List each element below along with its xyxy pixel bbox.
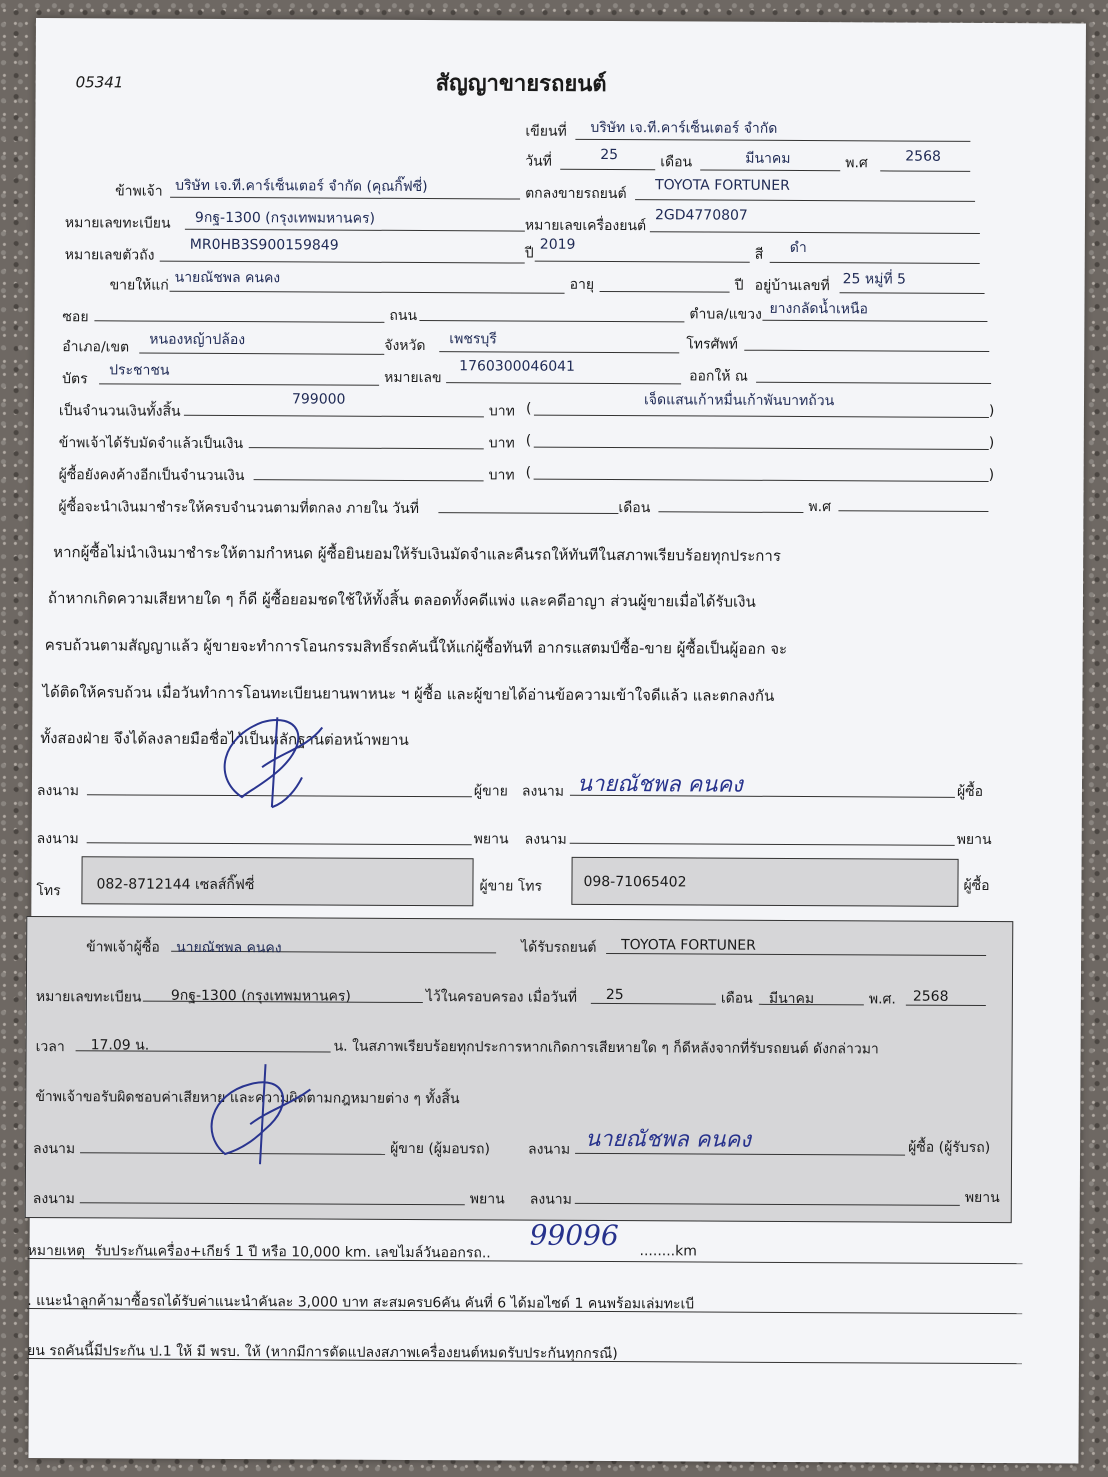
notes-line-2: . แนะนำลูกค้ามาซื้อรถได้รับค่าแนะนำคันละ 3,000 บาท สะสมครบ6คัน คันที่ 6 ได้มอไซด์ 1 คนพร้อมเล่มทะเบี	[27, 1292, 695, 1313]
receipt-time-suffix: น. ในสภาพเรียบร้อยทุกประการหากเกิดการเสียหายใด ๆ ก็ดีหลังจากที่รับรถยนต์ ดังกล่าวมา	[333, 1038, 879, 1058]
sell-to-label: ขายให้แก่	[109, 277, 169, 294]
receipt-year-label: พ.ศ.	[868, 991, 896, 1008]
day-value: 25	[600, 146, 619, 164]
car-value: TOYOTA FORTUNER	[655, 177, 790, 194]
reg-label: หมายเลขทะเบียน	[64, 215, 171, 232]
color-value: ดำ	[789, 239, 807, 257]
receipt-seller-signature	[195, 1059, 336, 1170]
amount-text-value: เจ็ดแสนเก้าหมื่นเก้าพันบาทถ้วน	[643, 392, 835, 410]
receipt-month-label: เดือน	[720, 990, 753, 1007]
notes-line-3: ยน รถคันนี้มีประกัน ป.1 ให้ มี พรบ. ให้ (หากมีการดัดแปลงสภาพเครื่องยนต์หมดรับประกันทุกกรณี)	[26, 1342, 618, 1363]
reg-value: 9กฐ-1300 (กรุงเทพมหานคร)	[194, 209, 376, 227]
receipt-buyer-caption: ผู้ซื้อ (ผู้รับรถ)	[908, 1139, 991, 1157]
age-label: อายุ	[569, 276, 595, 293]
witness-caption-2: พยาน	[956, 831, 992, 849]
subdistrict-value: ยางกลัดน้ำเหนือ	[769, 300, 869, 318]
color-label: สี	[754, 246, 764, 263]
remaining-baht-label: บาท	[488, 467, 515, 484]
body-line-1: หากผู้ซื้อไม่นำเงินมาชำระให้ตามกำหนด ผู้ซื้อยินยอมให้รับเงินมัดจำและคืนรถให้ทันทีในสภาพเรียบร้อยทุกประการ	[53, 543, 781, 565]
house-no-value: 25 หมู่ที่ 5	[842, 271, 906, 288]
written-at-value: บริษัท เจ.ที.คาร์เซ็นเตอร์ จำกัด	[590, 119, 778, 137]
seller-value: บริษัท เจ.ที.คาร์เซ็นเตอร์ จำกัด (คุณกิ๊ฟซี่)	[175, 177, 428, 196]
total-baht-label: บาท	[488, 403, 515, 420]
sign-label-witness-2: ลงนาม	[524, 831, 567, 848]
witness-caption-1: พยาน	[473, 831, 509, 848]
sign-label-witness-1: ลงนาม	[36, 831, 79, 848]
i-label: ข้าพเจ้า	[115, 183, 163, 200]
agree-sell-label: ตกลงขายรถยนต์	[525, 185, 627, 203]
deposit-label: ข้าพเจ้าได้รับมัดจำแล้วเป็นเงิน	[58, 435, 244, 453]
receipt-buyer-value: นายณัชพล คนคง	[176, 939, 282, 957]
body-line-2: ถ้าหากเกิดความเสียหายใด ๆ ก็ดี ผู้ซื้อยอมชดใช้ให้ทั้งสิ้น ตลอดทั้งคดีแพ่ง และคดีอาญา ส่วนผู้ขายเมื่อได้รับเงิน	[47, 589, 756, 611]
contract-paper: 05341 สัญญาขายรถยนต์ เขียนที่ บริษัท เจ.ที.คาร์เซ็นเตอร์ จำกัด วันที่ 25 เดือน มีนาคม พ.ศ 2568 ข้าพเจ้า บริษัท เจ.ที.คาร์เซ็นเตอร์ จำกัด (คุณกิ๊ฟซี่) ตกลงขายรถยนต์ TOYOTA FORTUNER หมายเลขทะเบียน 9กฐ-1300 (กรุงเทพมหานคร) หมายเลขเครื่องยนต์ 2GD4770807 หมายเลขตัวถัง MR0HB3S900159849 ปี 2019 สี ดำ ขายให้แก่ นายณัชพล คนคง อายุ ปี อยู่บ้านเลขที่ 25 หมู่ที่ 5 ซอย ถนน ตำบล/แขวง ยางกลัดน้ำเหนือ อำเภอ/เขต หนองหญ้าปล้อง จังหวัด เพชรบุรี โทรศัพท์ บัตร ประชาชน หมายเลข 1760300046041 ออกให้ ณ เป็นจำนวนเงินทั้งสิ้น 799000 บาท ( เจ็ดแสนเก้าหมื่นเก้าพันบาทถ้วน ) ข้าพเจ้าได้รับมัดจำแล้วเป็นเงิน บาท ( ) ผู้ซื้อยังคงค้างอีกเป็นจำนวนเงิน บาท ( ) ผู้ซื้อจะนำเงินมาชำระให้ครบจำนวนตามที่ตกลง ภายใน วันที่ เดือน พ.ศ หากผู้ซื้อไม่นำเงินมาชำระให้ตามกำหนด ผู้ซื้อยินยอมให้รับเงินมัดจำและคืนรถให้ทันทีในสภาพเรียบร้อยทุกประการ ถ้าหากเกิดความเสียหายใด ๆ ก็ดี ผู้ซื้อยอมชดใช้ให้ทั้งสิ้น ตลอดทั้งคดีแพ่ง และคดีอาญา ส่วนผู้ขายเมื่อได้รับเงิน ครบถ้วนตามสัญญาแล้ว ผู้ขายจะทำการโอนกรรมสิทธิ์รถคันนี้ให้แก่ผู้ซื้อทันที อากรแสตมป์ซื้อ-ขาย ผู้ซื้อเป็นผู้ออก จะ ได้ติดให้ครบถ้วน เมื่อวันทำการโอนทะเบียนยานพาหนะ ฯ ผู้ซื้อ และผู้ขายได้อ่านข้อความเข้าใจดีแล้ว และตกลงกัน ทั้งสองฝ่าย จึงได้ลงลายมือชื่อไว้เป็นหลักฐานต่อหน้าพยาน ลงนาม ผู้ขาย ลงนาม นายณัชพล คนคง ผู้ซื้อ ลงนาม พยาน ลงนาม พยาน โทร 082-8712144 เซลส์กิ๊ฟซี่ ผู้ขาย โทร 098-71065402 ผู้ซื้อ ข้าพเจ้าผู้ซื้อ นายณัชพล คนคง ได้รับรถยนต์ TOYOTA FORTUNER หมายเลขทะเบียน 9กฐ-1300 (กรุงเทพมหานคร) ไว้ในครอบครอง เมื่อวันที่ 25 เดือน มีนาคม พ.ศ. 2568 เวลา 17.09 น. น. ในสภาพเรียบร้อยทุกประการหากเกิดการเสียหายใด ๆ ก็ดีหลังจากที่รับรถยนต์ ดังกล่าวมา ข้าพเจ้าขอรับผิดชอบค่าเสียหาย และความผิดตามกฎหมายต่าง ๆ ทั้งสิ้น ลงนาม ผู้ขาย (ผู้มอบรถ) ลงนาม นายณัชพล คนคง ผู้ซื้อ (ผู้รับรถ) ลงนาม พยาน ลงนาม พยาน หมายเหตุ รับประกันเครื่อง+เกียร์ 1 ปี หรือ 10,000 km. เลขไมล์วันออกรถ.. 99096 ........km . แนะนำลูกค้ามาซื้อรถได้รับค่าแนะนำคันละ 3,000 บาท สะสมครบ6คัน คันที่ 6 ได้มอไซด์ 1 คนพร้อมเล่มทะเบี ยน รถคันนี้มีประกัน ป.1 ให้ มี พรบ. ให้ (หากมีการดัดแปลงสภาพเครื่องยนต์หมดรับประกันทุกกรณี)	[28, 18, 1086, 1463]
province-label: จังหวัด	[384, 337, 426, 355]
sign-label-buyer: ลงนาม	[521, 783, 565, 800]
district-label: อำเภอ/เขต	[62, 339, 130, 356]
card-number-value: 1760300046041	[459, 358, 576, 375]
notes-prefix: หมายเหตุ	[27, 1242, 86, 1260]
receipt-sign-witness-1: ลงนาม	[32, 1190, 75, 1208]
model-year-label: ปี	[524, 245, 534, 262]
card-label: บัตร	[62, 371, 88, 388]
subdistrict-label: ตำบล/แขวง	[689, 306, 762, 323]
pay-by-label: ผู้ซื้อจะนำเงินมาชำระให้ครบจำนวนตามที่ตกลง ภายใน วันที่	[58, 499, 419, 518]
road-label: ถนน	[389, 307, 418, 324]
receipt-sign-seller-label: ลงนาม	[33, 1141, 76, 1158]
receipt-car-value: TOYOTA FORTUNER	[621, 937, 756, 954]
seller-phone-suffix: ผู้ขาย โทร	[479, 878, 543, 895]
month-label: เดือน	[660, 154, 693, 171]
receipt-time-label: เวลา	[35, 1039, 65, 1056]
date-label: วันที่	[525, 153, 552, 170]
receipt-seller-caption: ผู้ขาย (ผู้มอบรถ)	[390, 1140, 491, 1158]
engine-label: หมายเลขเครื่องยนต์	[524, 217, 647, 235]
year-label: พ.ศ	[845, 155, 868, 172]
buyer-value: นายณัชพล คนคง	[174, 269, 281, 287]
deposit-baht-label: บาท	[488, 435, 515, 452]
number-label: หมายเลข	[384, 369, 442, 387]
document-title: สัญญาขายรถยนต์	[435, 71, 607, 97]
notes-mileage: 99096	[529, 1218, 619, 1253]
body-line-4: ได้ติดให้ครบถ้วน เมื่อวันทำการโอนทะเบียนยานพาหนะ ฯ ผู้ซื้อ และผู้ขายได้อ่านข้อความเข้าใจดีแล้ว และตกลงกัน	[42, 683, 775, 705]
receipt-received-label: ได้รับรถยนต์	[521, 939, 597, 956]
receipt-time-value: 17.09 น.	[90, 1037, 150, 1054]
district-value: หนองหญ้าปล้อง	[149, 331, 246, 349]
sign-label-seller: ลงนาม	[36, 783, 80, 800]
engine-value: 2GD4770807	[654, 207, 748, 224]
receipt-reg-value: 9กฐ-1300 (กรุงเทพมหานคร)	[170, 987, 351, 1005]
receipt-witness-caption-1: พยาน	[469, 1191, 505, 1208]
document-number: 05341	[75, 73, 124, 92]
buyer-signature: นายณัชพล คนคง	[576, 771, 743, 798]
model-year-value: 2019	[539, 236, 576, 253]
seller-signature	[202, 707, 353, 818]
receipt-year-value: 2568	[912, 988, 949, 1005]
chassis-label: หมายเลขตัวถัง	[64, 247, 155, 264]
receipt-month-value: มีนาคม	[768, 990, 815, 1008]
written-at-label: เขียนที่	[525, 123, 567, 140]
year-value: 2568	[905, 148, 941, 165]
buyer-caption: ผู้ซื้อ	[956, 783, 984, 800]
receipt-box	[25, 916, 1014, 1223]
province-value: เพชรบุรี	[449, 331, 497, 348]
receipt-day-value: 25	[605, 986, 624, 1004]
house-no-label: อยู่บ้านเลขที่	[754, 277, 830, 295]
phone-label-seller: โทร	[36, 883, 61, 900]
remaining-label: ผู้ซื้อยังคงค้างอีกเป็นจำนวนเงิน	[58, 467, 245, 485]
receipt-i-buyer-label: ข้าพเจ้าผู้ซื้อ	[86, 939, 160, 956]
soi-label: ซอย	[62, 309, 89, 326]
phone-label: โทรศัพท์	[686, 336, 738, 353]
body-line-5: ทั้งสองฝ่าย จึงได้ลงลายมือชื่อไว้เป็นหลักฐานต่อหน้าพยาน	[40, 729, 409, 749]
buyer-phone-value: 098-71065402	[583, 873, 687, 891]
body-line-3: ครบถ้วนตามสัญญาแล้ว ผู้ขายจะทำการโอนกรรมสิทธิ์รถคันนี้ให้แก่ผู้ซื้อทันที อากรแสตมป์ซื้อ-ขาย ผู้ซื้อเป็นผู้ออก จะ	[44, 636, 788, 658]
age-unit-label: ปี	[734, 277, 744, 294]
receipt-sign-witness-2: ลงนาม	[529, 1191, 572, 1208]
notes-line-1: รับประกันเครื่อง+เกียร์ 1 ปี หรือ 10,000 km. เลขไมล์วันออกรถ..	[94, 1243, 491, 1262]
receipt-reg-label: หมายเลขทะเบียน	[35, 989, 142, 1006]
notes-line-1-suffix: ........km	[639, 1243, 697, 1260]
receipt-liability: ข้าพเจ้าขอรับผิดชอบค่าเสียหาย และความผิดตามกฎหมายต่าง ๆ ทั้งสิ้น	[35, 1089, 460, 1108]
seller-phone-value: 082-8712144 เซลส์กิ๊ฟซี่	[96, 876, 255, 894]
month-value: มีนาคม	[745, 150, 791, 167]
pay-year-label: พ.ศ	[808, 499, 832, 516]
buyer-phone-suffix: ผู้ซื้อ	[963, 877, 990, 895]
chassis-value: MR0HB3S900159849	[189, 236, 339, 254]
receipt-witness-caption-2: พยาน	[964, 1189, 1000, 1207]
receipt-buyer-signature: นายณัชพล คนคง	[585, 1126, 752, 1153]
total-amount-label: เป็นจำนวนเงินทั้งสิ้น	[58, 403, 181, 420]
issued-at-label: ออกให้ ณ	[689, 368, 748, 385]
receipt-sign-buyer-label: ลงนาม	[528, 1141, 571, 1158]
amount-value: 799000	[291, 391, 346, 408]
receipt-possess-label: ไว้ในครอบครอง เมื่อวันที่	[425, 989, 578, 1006]
seller-caption: ผู้ขาย	[473, 783, 508, 800]
pay-month-label: เดือน	[618, 500, 651, 517]
card-value: ประชาชน	[109, 362, 170, 379]
